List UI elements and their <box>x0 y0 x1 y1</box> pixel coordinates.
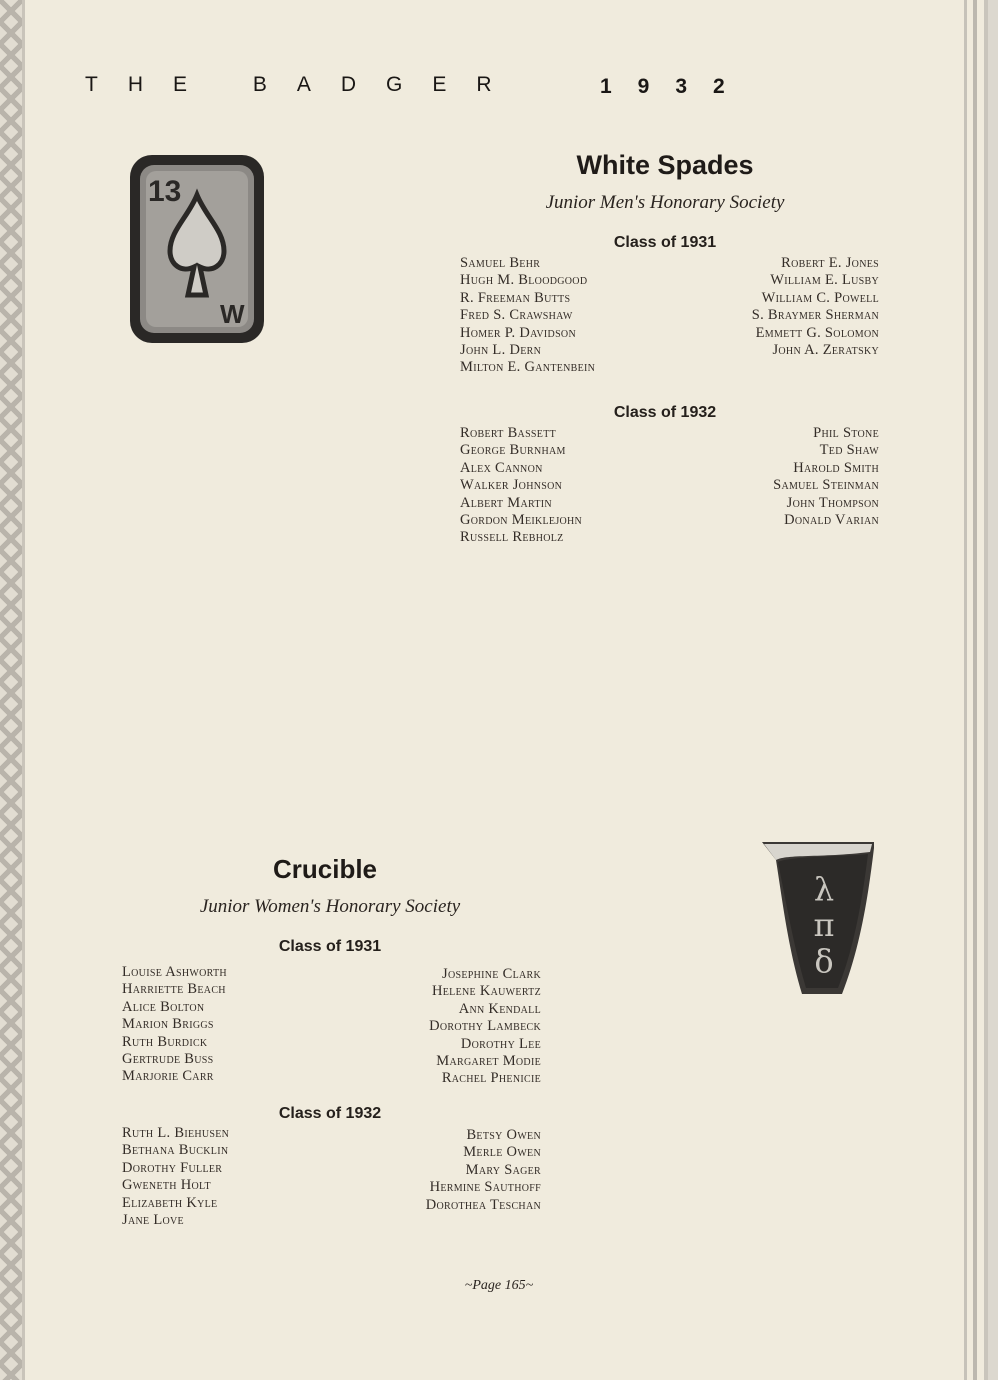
list-item: Hugh M. Bloodgood <box>460 272 588 289</box>
list-item: Helene Kauwertz <box>432 983 541 1000</box>
running-title: THE BADGER <box>85 73 522 96</box>
list-item: William C. Powell <box>761 289 879 306</box>
list-item: Dorothy Fuller <box>122 1159 223 1176</box>
list-item: Marjorie Carr <box>122 1068 214 1085</box>
list-item: Merle Owen <box>463 1144 541 1161</box>
list-item: Elizabeth Kyle <box>122 1194 218 1211</box>
crucible-title: Crucible <box>272 854 378 884</box>
lambda-glyph: λ <box>813 870 835 908</box>
white-spades-subtitle: Junior Men's Honorary Society <box>545 192 785 213</box>
crucible-1931-right <box>429 966 541 1088</box>
white-spades-1932-left <box>460 425 582 547</box>
list-item: Walker Johnson <box>460 477 563 494</box>
list-item: Josephine Clark <box>442 966 541 982</box>
white-spades-1931-left <box>460 255 595 377</box>
crucible-class-1931-heading: Class of 1931 <box>278 938 382 955</box>
list-item: Robert E. Jones <box>781 255 879 271</box>
list-item: Fred S. Crawshaw <box>460 307 573 324</box>
list-item: Mary Sager <box>465 1161 541 1178</box>
list-item: Samuel Steinman <box>773 477 879 494</box>
pi-glyph: π <box>813 906 835 944</box>
list-item: R. Freeman Butts <box>460 289 571 306</box>
list-item: John L. Dern <box>460 342 542 359</box>
list-item: Alex Cannon <box>460 459 543 476</box>
badge-number: 13 <box>148 175 182 208</box>
list-item: Homer P. Davidson <box>460 324 576 341</box>
crucible-subtitle: Junior Women's Honorary Society <box>199 896 461 917</box>
delta-glyph: δ <box>814 942 834 980</box>
white-spades-1931-right <box>752 255 879 359</box>
white-spades-emblem <box>128 153 266 345</box>
list-item: Russell Rebholz <box>460 529 564 546</box>
badge-letter: W <box>220 299 245 329</box>
list-item: Ann Kendall <box>458 1000 541 1017</box>
list-item: Robert Bassett <box>460 425 557 441</box>
list-item: Dorothea Teschan <box>425 1196 541 1213</box>
list-item: Marion Briggs <box>122 1016 214 1033</box>
right-edge-rules <box>960 0 998 1380</box>
list-item: Albert Martin <box>460 494 552 511</box>
list-item: Phil Stone <box>813 425 879 441</box>
list-item: Margaret Modie <box>436 1053 541 1070</box>
list-item: Donald Varian <box>784 512 879 529</box>
list-item: George Burnham <box>460 442 566 459</box>
list-item: John Thompson <box>786 494 879 511</box>
list-item: Hermine Sauthoff <box>429 1179 541 1196</box>
list-item: Alice Bolton <box>122 998 205 1015</box>
list-item: Rachel Phenicie <box>441 1070 541 1087</box>
list-item: Samuel Behr <box>460 255 541 271</box>
list-item: Jane Love <box>122 1212 184 1229</box>
list-item: Ted Shaw <box>819 442 879 459</box>
list-item: Bethana Bucklin <box>122 1142 229 1159</box>
list-item: Gweneth Holt <box>122 1177 211 1194</box>
page-number: ~Page 165~ <box>464 1278 534 1293</box>
running-year: 1932 <box>600 75 751 98</box>
list-item: Harold Smith <box>793 459 879 476</box>
list-item: John A. Zeratsky <box>772 342 879 359</box>
white-spades-1932-right <box>773 425 879 529</box>
list-item: Milton E. Gantenbein <box>460 359 596 376</box>
list-item: Louise Ashworth <box>122 964 227 980</box>
list-item: Emmett G. Solomon <box>755 324 879 341</box>
white-spades-title: White Spades <box>576 150 754 180</box>
list-item: William E. Lusby <box>770 272 879 289</box>
running-header <box>85 73 765 103</box>
crucible-1932-right <box>426 1127 541 1214</box>
list-item: Ruth L. Biehusen <box>122 1125 230 1141</box>
list-item: Dorothy Lee <box>460 1035 541 1052</box>
list-item: Ruth Burdick <box>122 1033 208 1050</box>
crucible-class-1932-heading: Class of 1932 <box>278 1105 382 1122</box>
list-item: Gertrude Buss <box>122 1051 214 1068</box>
left-decorative-border <box>0 0 22 1380</box>
white-spades-class-1931-heading: Class of 1931 <box>613 234 717 251</box>
crucible-1931-left <box>122 964 227 1086</box>
list-item: Harriette Beach <box>122 981 226 998</box>
white-spades-class-1932-heading: Class of 1932 <box>613 404 717 421</box>
list-item: Dorothy Lambeck <box>429 1018 541 1035</box>
list-item: S. Braymer Sherman <box>751 307 879 324</box>
crucible-1932-left <box>122 1125 229 1229</box>
crucible-emblem <box>758 838 880 1000</box>
list-item: Betsy Owen <box>466 1127 541 1143</box>
list-item: Gordon Meiklejohn <box>460 512 583 529</box>
